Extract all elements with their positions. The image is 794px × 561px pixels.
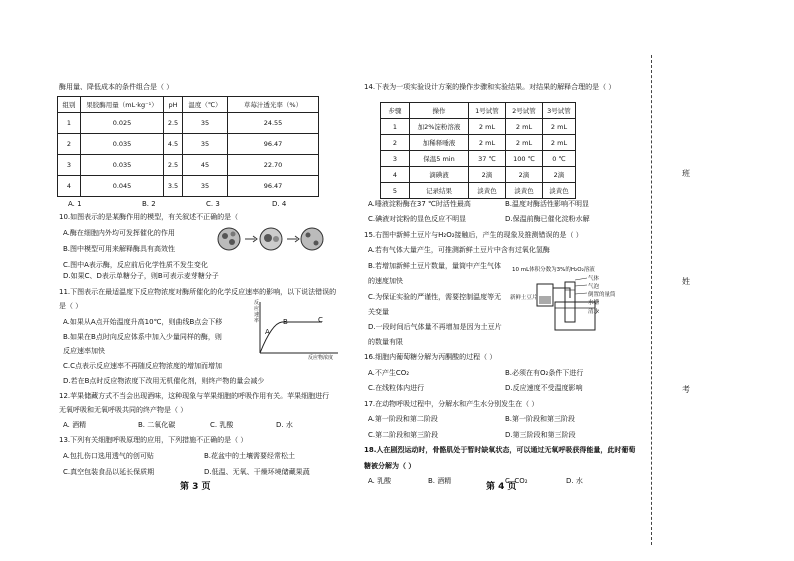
table-cell: 2滴 bbox=[506, 167, 543, 183]
table-row bbox=[58, 113, 319, 134]
binding-line bbox=[651, 55, 652, 545]
table-cell: 2 mL bbox=[543, 119, 576, 135]
q12-option-b: B. 二氧化碳 bbox=[138, 421, 176, 429]
side-label-class: 班 bbox=[682, 169, 690, 178]
table-cell: 0.035 bbox=[81, 155, 164, 176]
q18-option-c: C. CO₂ bbox=[505, 477, 528, 485]
q16-stem: 16.细胞内葡萄糖分解为丙酮酸的过程（ ） bbox=[364, 353, 497, 361]
graph-y-label: 反应速率 bbox=[254, 300, 260, 324]
q14-option-b: B.温度对酶活性影响不明显 bbox=[505, 200, 590, 208]
table-cell: 1 bbox=[381, 119, 410, 135]
table-cell: 4 bbox=[381, 167, 410, 183]
q17-option-d: D.第三阶段和第三阶段 bbox=[505, 431, 576, 439]
q13-option-b: B.花盆中的土壤需要经常松土 bbox=[204, 452, 296, 460]
q9-option-b: B. 2 bbox=[142, 200, 156, 208]
graph-point-c: C bbox=[318, 316, 323, 324]
table-row bbox=[58, 134, 319, 155]
table-cell: 96.47 bbox=[228, 176, 319, 197]
table-cell: 0.025 bbox=[81, 113, 164, 134]
table-cell: 35 bbox=[183, 176, 228, 197]
header-cell: 1号试管 bbox=[469, 103, 506, 119]
header-cell: 组别 bbox=[58, 97, 81, 113]
q11-option-c: C.C点表示反应速率不再随反应物浓度的增加而增加 bbox=[63, 362, 222, 370]
q9-intro: 酶用量、降低成本的条件组合是（ ） bbox=[59, 83, 174, 91]
graph-point-b: B bbox=[283, 318, 288, 326]
table-cell: 0 ℃ bbox=[543, 151, 576, 167]
fig-label-cylinder: 倒置的量筒 bbox=[588, 292, 616, 298]
table-cell: 4.5 bbox=[164, 134, 183, 155]
table-cell: 2滴 bbox=[469, 167, 506, 183]
table-cell: 22.70 bbox=[228, 155, 319, 176]
q15-stem: 15.右图中新鲜土豆片与H₂O₂接触后，产生的现象及推测错误的是（ ） bbox=[364, 231, 583, 239]
graph-point-a: A bbox=[265, 328, 270, 336]
page-number-left: 第 3 页 bbox=[180, 482, 211, 492]
table-row bbox=[381, 183, 576, 199]
q11-option-a: A.如果从A点开始温度升高10℃，则曲线B点会下移 bbox=[63, 318, 223, 326]
table-cell: 2 mL bbox=[506, 135, 543, 151]
fig-label-potato: 新鲜土豆片 bbox=[510, 295, 538, 301]
q10-option-c: C.图中A表示酶，反应前后化学性质不发生变化 bbox=[63, 261, 208, 269]
table-cell: 2 bbox=[58, 134, 81, 155]
q15-option-b: B.若增加新鲜土豆片数量，量筒中产生气体 bbox=[368, 262, 502, 270]
header-cell: 2号试管 bbox=[506, 103, 543, 119]
q18-option-d: D. 水 bbox=[566, 477, 583, 485]
q12-stem: 12.苹果储藏方式不当会出现酒味，这种现象与苹果细胞的呼吸作用有关。苹果细胞进行 bbox=[59, 392, 330, 400]
side-label-name: 姓 bbox=[682, 277, 690, 286]
table-cell: 加2%淀粉溶液 bbox=[410, 119, 469, 135]
table-row bbox=[381, 135, 576, 151]
q10-option-a: A.酶在细胞内外均可发挥催化的作用 bbox=[63, 229, 175, 237]
table-cell: 0.045 bbox=[81, 176, 164, 197]
q10-stem: 10.如图表示的是某酶作用的模型，有关叙述不正确的是（ bbox=[59, 213, 239, 221]
table-cell: 35 bbox=[183, 113, 228, 134]
fig-label-water: 清水 bbox=[588, 309, 600, 315]
table-cell: 淡黄色 bbox=[543, 183, 576, 199]
fig-title: 10 mL体积分数为3%的H₂O₂溶液 bbox=[512, 267, 595, 273]
table-header-row bbox=[58, 97, 319, 113]
q14-table bbox=[380, 102, 576, 199]
table-cell: 37 ℃ bbox=[469, 151, 506, 167]
header-cell: 3号试管 bbox=[543, 103, 576, 119]
table-row bbox=[58, 176, 319, 197]
table-cell: 保温5 min bbox=[410, 151, 469, 167]
q17-option-b: B.第一阶段和第三阶段 bbox=[505, 415, 576, 423]
q9-option-a: A. 1 bbox=[68, 200, 82, 208]
q18-option-b: B. 酒精 bbox=[428, 477, 452, 485]
q11-option-b-cont: 反应速率加快 bbox=[63, 347, 105, 355]
q11-option-d: D.若在B点时反应物浓度下改用无机催化剂，则终产物的量会减少 bbox=[63, 377, 265, 385]
table-cell: 2.5 bbox=[164, 155, 183, 176]
q14-stem: 14.下表为一项实验设计方案的操作步骤和实验结果。对结果的解释合理的是（ ） bbox=[364, 83, 616, 91]
table-cell: 淡黄色 bbox=[506, 183, 543, 199]
q15-option-d-cont: 的数量有限 bbox=[368, 338, 403, 346]
q11-stem-cont: 是（ ） bbox=[59, 302, 83, 310]
q11-stem: 11.下图表示在最适温度下反应物浓度对酶所催化的化学反应速率的影响，以下说法错误的 bbox=[59, 288, 337, 296]
q17-option-a: A.第一阶段和第二阶段 bbox=[368, 415, 438, 423]
q16-option-a: A.不产生CO₂ bbox=[368, 369, 410, 377]
table-header-row bbox=[381, 103, 576, 119]
q15-option-c: C.为保证实验的严谨性，需要控制温度等无 bbox=[368, 293, 502, 301]
table-cell: 4 bbox=[58, 176, 81, 197]
q18-stem: 18.人在剧烈运动时，骨骼肌处于暂时缺氧状态，可以通过无氧呼吸获得能量，此时葡萄 bbox=[364, 446, 636, 454]
q18-option-a: A. 乳酸 bbox=[368, 477, 392, 485]
table-cell: 5 bbox=[381, 183, 410, 199]
table-cell: 35 bbox=[183, 134, 228, 155]
q14-option-a: A.唾液淀粉酶在37 ℃时活性最高 bbox=[368, 200, 471, 208]
q12-option-a: A. 酒精 bbox=[63, 421, 87, 429]
q12-option-d: D. 水 bbox=[276, 421, 293, 429]
header-cell: 步骤 bbox=[381, 103, 410, 119]
table-row bbox=[381, 151, 576, 167]
table-cell: 2 mL bbox=[506, 119, 543, 135]
q16-option-c: C.在线粒体内进行 bbox=[368, 384, 425, 392]
reaction-rate-graph bbox=[250, 298, 342, 360]
table-row bbox=[381, 167, 576, 183]
table-cell: 2 mL bbox=[469, 119, 506, 135]
q14-option-c: C.碘液对淀粉的显色反应不明显 bbox=[368, 215, 467, 223]
q9-option-d: D. 4 bbox=[272, 200, 287, 208]
table-cell: 3 bbox=[381, 151, 410, 167]
table-row bbox=[381, 119, 576, 135]
fig-label-air: 气泡 bbox=[588, 284, 600, 290]
q13-stem: 13.下列有关细胞呼吸原理的应用，下列措施不正确的是（ ） bbox=[59, 436, 248, 444]
q10-option-b: B.图中模型可用来解释酶具有高效性 bbox=[63, 245, 176, 253]
table-cell: 24.55 bbox=[228, 113, 319, 134]
q13-option-c: C.真空包装食品以延长保质期 bbox=[63, 468, 155, 476]
table-cell: 2.5 bbox=[164, 113, 183, 134]
table-cell: 2 mL bbox=[469, 135, 506, 151]
q10-option-d: D.如果C、D表示单糖分子，则B可表示麦芽糖分子 bbox=[63, 272, 219, 280]
q9-option-c: C. 3 bbox=[206, 200, 220, 208]
side-label-exam: 考 bbox=[682, 385, 690, 394]
table-cell: 2 mL bbox=[543, 135, 576, 151]
q9-table bbox=[57, 96, 319, 197]
table-cell: 加稀释唾液 bbox=[410, 135, 469, 151]
header-cell: 果胶酶用量（mL·kg⁻¹） bbox=[81, 97, 164, 113]
enzyme-model-illustration bbox=[215, 224, 325, 254]
q15-option-b-cont: 的速度加快 bbox=[368, 277, 403, 285]
q16-option-d: D.反应速度不受温度影响 bbox=[505, 384, 583, 392]
q17-option-c: C.第二阶段和第三阶段 bbox=[368, 431, 439, 439]
table-row bbox=[58, 155, 319, 176]
table-cell: 100 ℃ bbox=[506, 151, 543, 167]
table-cell: 2滴 bbox=[543, 167, 576, 183]
fig-label-gas: 气体 bbox=[588, 276, 600, 282]
apparatus-figure bbox=[525, 274, 620, 334]
table-cell: 淡黄色 bbox=[469, 183, 506, 199]
q12-option-c: C. 乳酸 bbox=[210, 421, 234, 429]
header-cell: pH bbox=[164, 97, 183, 113]
header-cell: 操作 bbox=[410, 103, 469, 119]
q17-stem: 17.在动物呼吸过程中，分解水和产生水分别发生在（ ） bbox=[364, 400, 539, 408]
table-cell: 3.5 bbox=[164, 176, 183, 197]
table-cell: 1 bbox=[58, 113, 81, 134]
q13-option-d: D.低温、无氧、干燥环境储藏果蔬 bbox=[204, 468, 310, 476]
q15-option-d: D.一段时间后气体量不再增加是因为土豆片 bbox=[368, 323, 502, 331]
q12-stem-cont: 无氧呼吸和无氧呼吸共同的终产物是（ ） bbox=[59, 406, 188, 414]
q15-option-c-cont: 关变量 bbox=[368, 308, 389, 316]
q14-option-d: D.保温前酶已催化淀粉水解 bbox=[505, 215, 590, 223]
header-cell: 温度（℃） bbox=[183, 97, 228, 113]
fig-label-tank: 水槽 bbox=[588, 300, 600, 306]
page-number-right: 第 4 页 bbox=[486, 482, 517, 492]
q18-stem-cont: 糖被分解为（ ） bbox=[364, 462, 416, 470]
table-cell: 45 bbox=[183, 155, 228, 176]
table-cell: 滴碘液 bbox=[410, 167, 469, 183]
q15-option-a: A.若有气体大量产生，可推测新鲜土豆片中含有过氧化氢酶 bbox=[368, 246, 550, 254]
graph-x-label: 反应物浓度 bbox=[308, 355, 334, 361]
table-cell: 3 bbox=[58, 155, 81, 176]
table-cell: 0.035 bbox=[81, 134, 164, 155]
table-cell: 2 bbox=[381, 135, 410, 151]
q13-option-a: A.包扎伤口选用透气的创可贴 bbox=[63, 452, 154, 460]
table-cell: 96.47 bbox=[228, 134, 319, 155]
q11-option-b: B.如果在B点时向反应体系中加入少量同样的酶，则 bbox=[63, 333, 222, 341]
header-cell: 草莓汁透光率（%） bbox=[228, 97, 319, 113]
q16-option-b: B.必须在有O₂条件下进行 bbox=[505, 369, 584, 377]
table-cell: 记录结果 bbox=[410, 183, 469, 199]
